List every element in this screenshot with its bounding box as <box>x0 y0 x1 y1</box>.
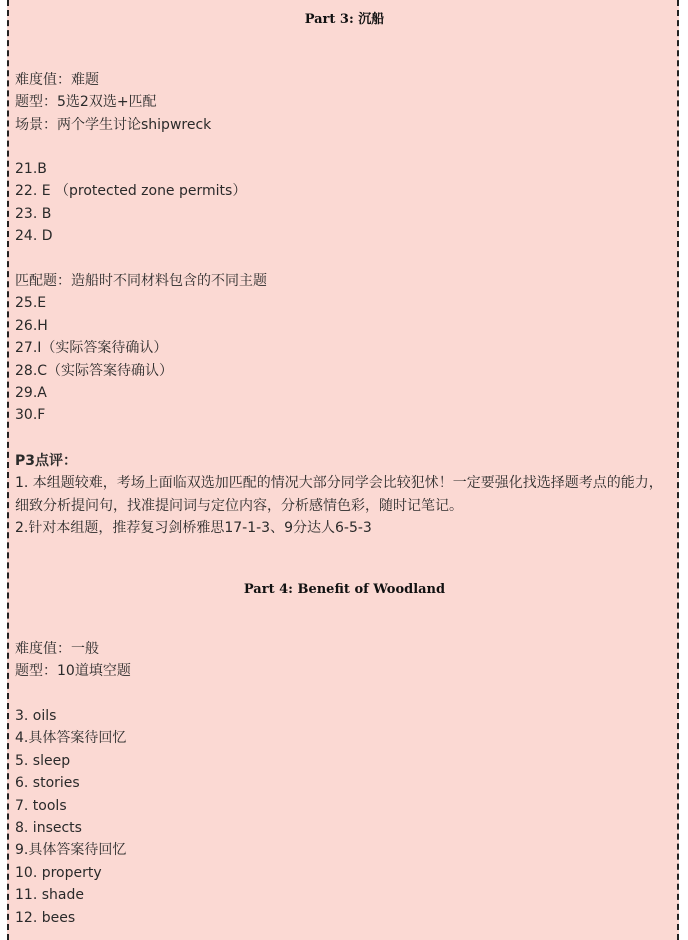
part3-comment <box>15 450 674 540</box>
comment-paragraph: 2.针对本组题，推荐复习剑桥雅思17-1-3、9分达人6-5-3 <box>15 520 372 537</box>
part3-difficulty: 难度值：难题 <box>15 72 99 88</box>
answer-item: 29.A <box>15 385 47 402</box>
answer-item: 27.I（实际答案待确认） <box>15 340 168 357</box>
answer-item: 11. shade <box>15 887 84 904</box>
answer-item: 23. B <box>15 205 52 222</box>
answer-item: 10. property <box>15 864 102 881</box>
part3-answers <box>15 158 246 248</box>
answer-item: 4.具体答案待回忆 <box>15 730 127 747</box>
answer-item: 8. insects <box>15 820 82 837</box>
answer-item: 9.具体答案待回忆 <box>15 842 127 859</box>
part3-matching <box>15 270 267 427</box>
part4-answers <box>15 705 126 929</box>
answer-item: 25.E <box>15 295 47 312</box>
answer-item: 7. tools <box>15 797 67 814</box>
answer-item: 26.H <box>15 317 48 334</box>
comment-title: P3点评： <box>15 453 78 469</box>
part3-question-type: 题型：5选2双选+匹配 <box>15 94 157 111</box>
answer-item: 22. E （protected zone permits） <box>15 183 247 200</box>
part3-scenario: 场景：两个学生讨论shipwreck <box>15 116 212 133</box>
part4-question-type: 题型：10道填空题 <box>15 663 131 680</box>
comment-paragraph: 1. 本组题较难，考场上面临双选加匹配的情况大部分同学会比较犯怵！一定要强化找选择题考点的能力，细致分析提问句，找准提问词与定位内容，分析感情色彩，随时记笔记。 <box>15 475 663 514</box>
part3-meta <box>15 69 211 136</box>
answer-item: 12. bees <box>15 909 76 926</box>
answer-item: 30.F <box>15 407 46 424</box>
answer-item: 24. D <box>15 228 53 245</box>
matching-title: 匹配题：造船时不同材料包含的不同主题 <box>15 273 267 289</box>
answer-item: 28.C（实际答案待确认） <box>15 362 174 379</box>
part4-meta <box>15 638 131 683</box>
part3-title: Part 3: 沉船 <box>304 12 385 27</box>
answer-item: 6. stories <box>15 775 80 792</box>
answer-item: 21.B <box>15 161 47 177</box>
part4-difficulty: 难度值：一般 <box>15 641 99 657</box>
answer-item: 3. oils <box>15 708 57 724</box>
part4-title: Part 4: Benefit of Woodland <box>243 582 446 597</box>
answer-item: 5. sleep <box>15 752 71 769</box>
